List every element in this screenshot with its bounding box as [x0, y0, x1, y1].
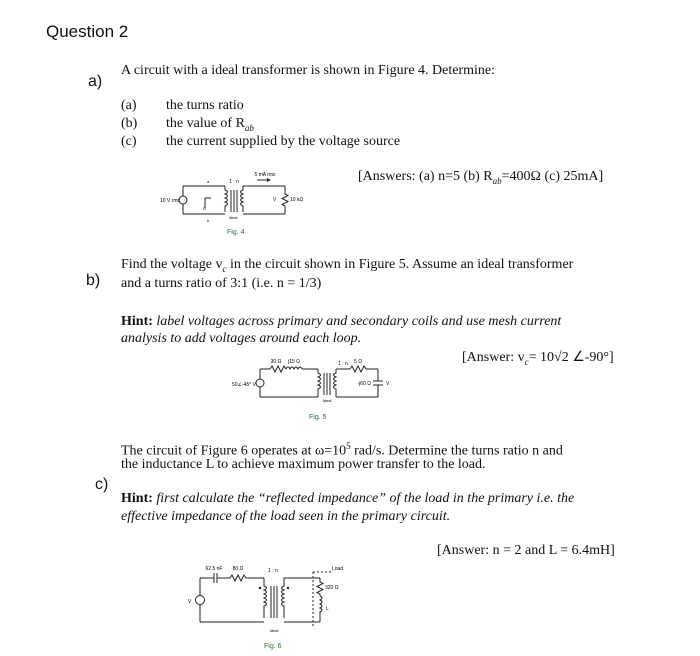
fig6-ideal-label: Ideal [269, 628, 279, 633]
part-b-answer: [Answer: $v_c= 10√2$ ∠-90°] [462, 350, 614, 367]
fig4-load-label: 10 kΩ [290, 197, 304, 203]
fig4-ratio-label: 1 : n [229, 179, 239, 185]
part-a-label: a) [88, 73, 103, 90]
fig5-r2-label: 5 Ω [354, 359, 362, 365]
figure-6-circuit [180, 562, 360, 654]
fig6-caption: Fig. 6 [264, 643, 282, 650]
fig6-load-label: Load [332, 566, 344, 572]
fig4-caption: Fig. 4 [227, 229, 245, 236]
fig4-vo-label: V [273, 197, 277, 203]
fig5-ideal-label: Ideal [322, 398, 332, 403]
part-a-item-b-marker: (b) [121, 116, 138, 131]
part-a-item-c-text: the current supplied by the voltage source [166, 134, 401, 149]
fig6-r2-label: 320 Ω [325, 585, 339, 591]
part-c-label: c) [95, 476, 109, 493]
fig5-source-label: 50∠-45° V [232, 382, 256, 388]
fig4-node-a: a [207, 179, 210, 184]
fig5-x1-label: j15 Ω [288, 359, 300, 365]
part-a-item-a-text: the turns ratio [166, 98, 244, 113]
fig6-vs-label: V [188, 599, 192, 605]
dot-primary [259, 587, 261, 589]
fig6-r1-label: 80 Ω [232, 566, 244, 572]
part-a-answer: [Answers: (a) n=5 (b) $R_{ab}=400\Omega$ (c) 25mA] [358, 169, 604, 186]
part-c-answer: [Answer: n = 2 and L = 6.4mH] [437, 543, 615, 558]
part-a-item-b-text: the value of $R_{ab}$ [166, 116, 254, 133]
part-b-line1: Find the voltage $v_c$ in the circuit shown in Figure 5. Assume an ideal transformer [121, 257, 574, 274]
question-title: Question 2 [46, 22, 129, 41]
part-b-hint-line2: analysis to add voltages around each loop. [121, 331, 362, 346]
fig5-ratio-label: 1 : n [338, 361, 348, 367]
figure-5-circuit [226, 355, 406, 435]
dot-secondary [287, 587, 289, 589]
fig5-x2-label: -j60 Ω [357, 381, 371, 387]
fig4-ideal-label: Ideal [228, 215, 238, 220]
part-b-label: b) [86, 272, 101, 289]
fig6-ratio-label: 1 : n [268, 568, 278, 574]
part-a-item-c-marker: (c) [121, 134, 137, 149]
part-b-line2: and a turns ratio of 3:1 (i.e. n = 1/3) [121, 276, 322, 291]
fig6-l-label: L [326, 606, 329, 612]
part-c-hint-line2: effective impedance of the load seen in the primary circuit. [121, 509, 451, 524]
figure-4-circuit [145, 168, 325, 248]
fig4-node-b: b [207, 218, 210, 223]
part-b-hint-line1: Hint: label voltages across primary and secondary coils and use mesh current [121, 314, 562, 329]
fig6-cap-label: 62.5 nF [205, 566, 223, 572]
fig4-current-label: 5 mA rms [254, 172, 276, 178]
part-a-intro: A circuit with a ideal transformer is shown in Figure 4. Determine: [121, 63, 496, 78]
fig5-r1-label: 30 Ω [270, 359, 282, 365]
fig5-caption: Fig. 5 [309, 414, 327, 421]
part-c-hint-line1: Hint: first calculate the “reflected impedance” of the load in the primary i.e. the [121, 491, 575, 506]
part-c-line2: the inductance L to achieve maximum power transfer to the load. [121, 457, 486, 472]
fig5-vc-label: V [386, 381, 390, 387]
part-c-line1: The circuit of Figure 6 operates at $\omega=10^5$ rad/s. Determine the turns ratio n and [121, 441, 563, 459]
fig4-source-label: 10 V rms [159, 198, 180, 204]
fig4-rab-label: R [203, 206, 206, 211]
current-arrow [267, 178, 271, 182]
part-a-item-a-marker: (a) [121, 98, 137, 113]
